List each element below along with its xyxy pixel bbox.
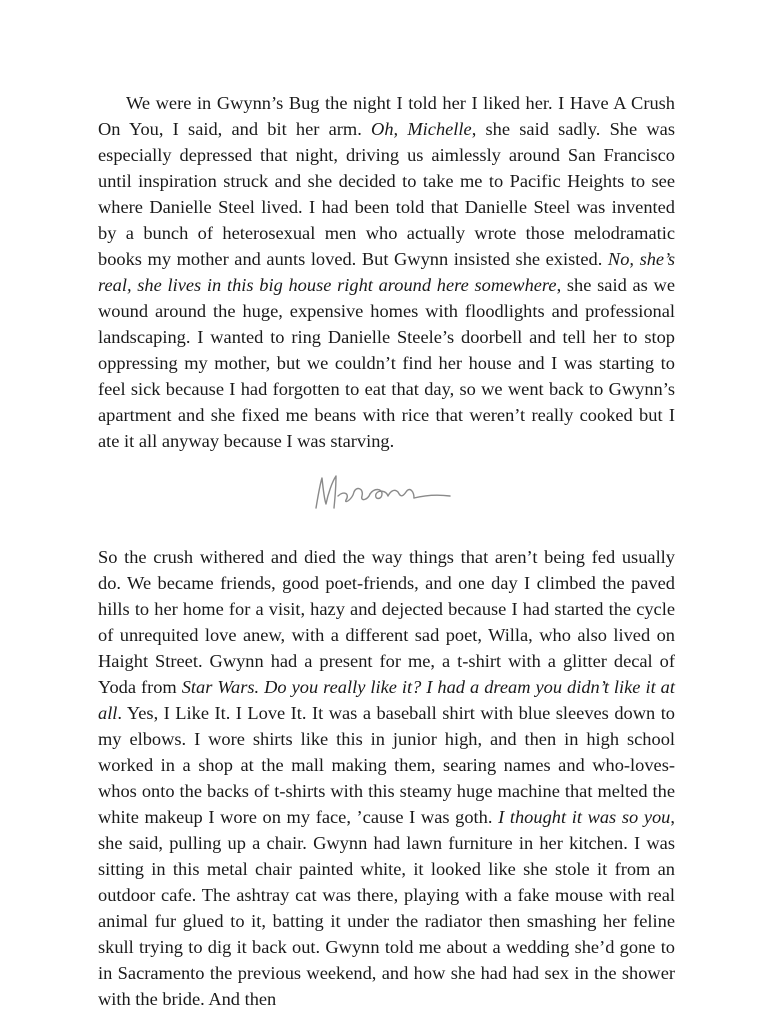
text-run: . Yes, I Like It. I Love It. It was a baseball shirt with blue sleeves down to my elbows. I wore shirts like this in junior high, and then in high school worked in a shop at the mall making them, searing names and who-loves-whos onto the backs of t-shirts with this steamy huge machine that melted the white makeup I wore on my face, ’cause I was goth. (98, 703, 675, 827)
italic-text-run: Star Wars. Do you really like it? I had a dream you didn’t like it at all (98, 677, 675, 723)
italic-text-run: Oh, Michelle (371, 119, 472, 139)
signature-block (98, 454, 675, 544)
text-run: , she said as we wound around the huge, expensive homes with floodlights and professional landscaping. I wanted to ring Danielle Steele’s doorbell and tell her to stop oppressing my mother, but we couldn’t find her house and I was starting to feel sick because I had forgotten to eat that day, so we went back to Gwynn’s apartment and she fixed me beans with rice that weren’t really cooked but I ate it all anyway because I was starving. (98, 275, 675, 451)
document-page (98, 90, 675, 1012)
text-run: , she said, pulling up a chair. Gwynn had lawn furniture in her kitchen. I was sitting in this metal chair painted white, it looked like she stole it from an outdoor cafe. The ashtray cat was there, playing with a fake mouse with real animal fur glued to it, batting it under the radiator then smashing her feline skull trying to dig it back out. Gwynn told me about a wedding she’d gone to in Sacramento the previous weekend, and how she had had sex in the shower with the bride. And then (98, 807, 675, 1009)
text-run: , she said sadly. She was especially depressed that night, driving us aimlessly around San Francisco until inspiration struck and she decided to take me to Pacific Heights to see where Danielle Steel lived. I had been told that Danielle Steel was invented by a bunch of heterosexual men who actually wrote those melodramatic books my mother and aunts loved. But Gwynn insisted she existed. (98, 119, 675, 269)
text-run: We were in Gwynn’s Bug the night I told her I liked her. I Have A Crush On You, I said, and bit her arm. (98, 93, 675, 139)
paragraph-2 (98, 544, 675, 1012)
handwritten-signature-icon (310, 470, 460, 514)
paragraph-1 (98, 90, 675, 454)
italic-text-run: I thought it was so you (498, 807, 671, 827)
italic-text-run: No, she’s real, she lives in this big house right around here somewhere (98, 249, 675, 295)
text-run: So the crush withered and died the way things that aren’t being fed usually do. We became friends, good poet-friends, and one day I climbed the paved hills to her home for a visit, hazy and dejected because I had started the cycle of unrequited love anew, with a different sad poet, Willa, who also lived on Haight Street. Gwynn had a present for me, a t-shirt with a glitter decal of Yoda from (98, 547, 675, 697)
